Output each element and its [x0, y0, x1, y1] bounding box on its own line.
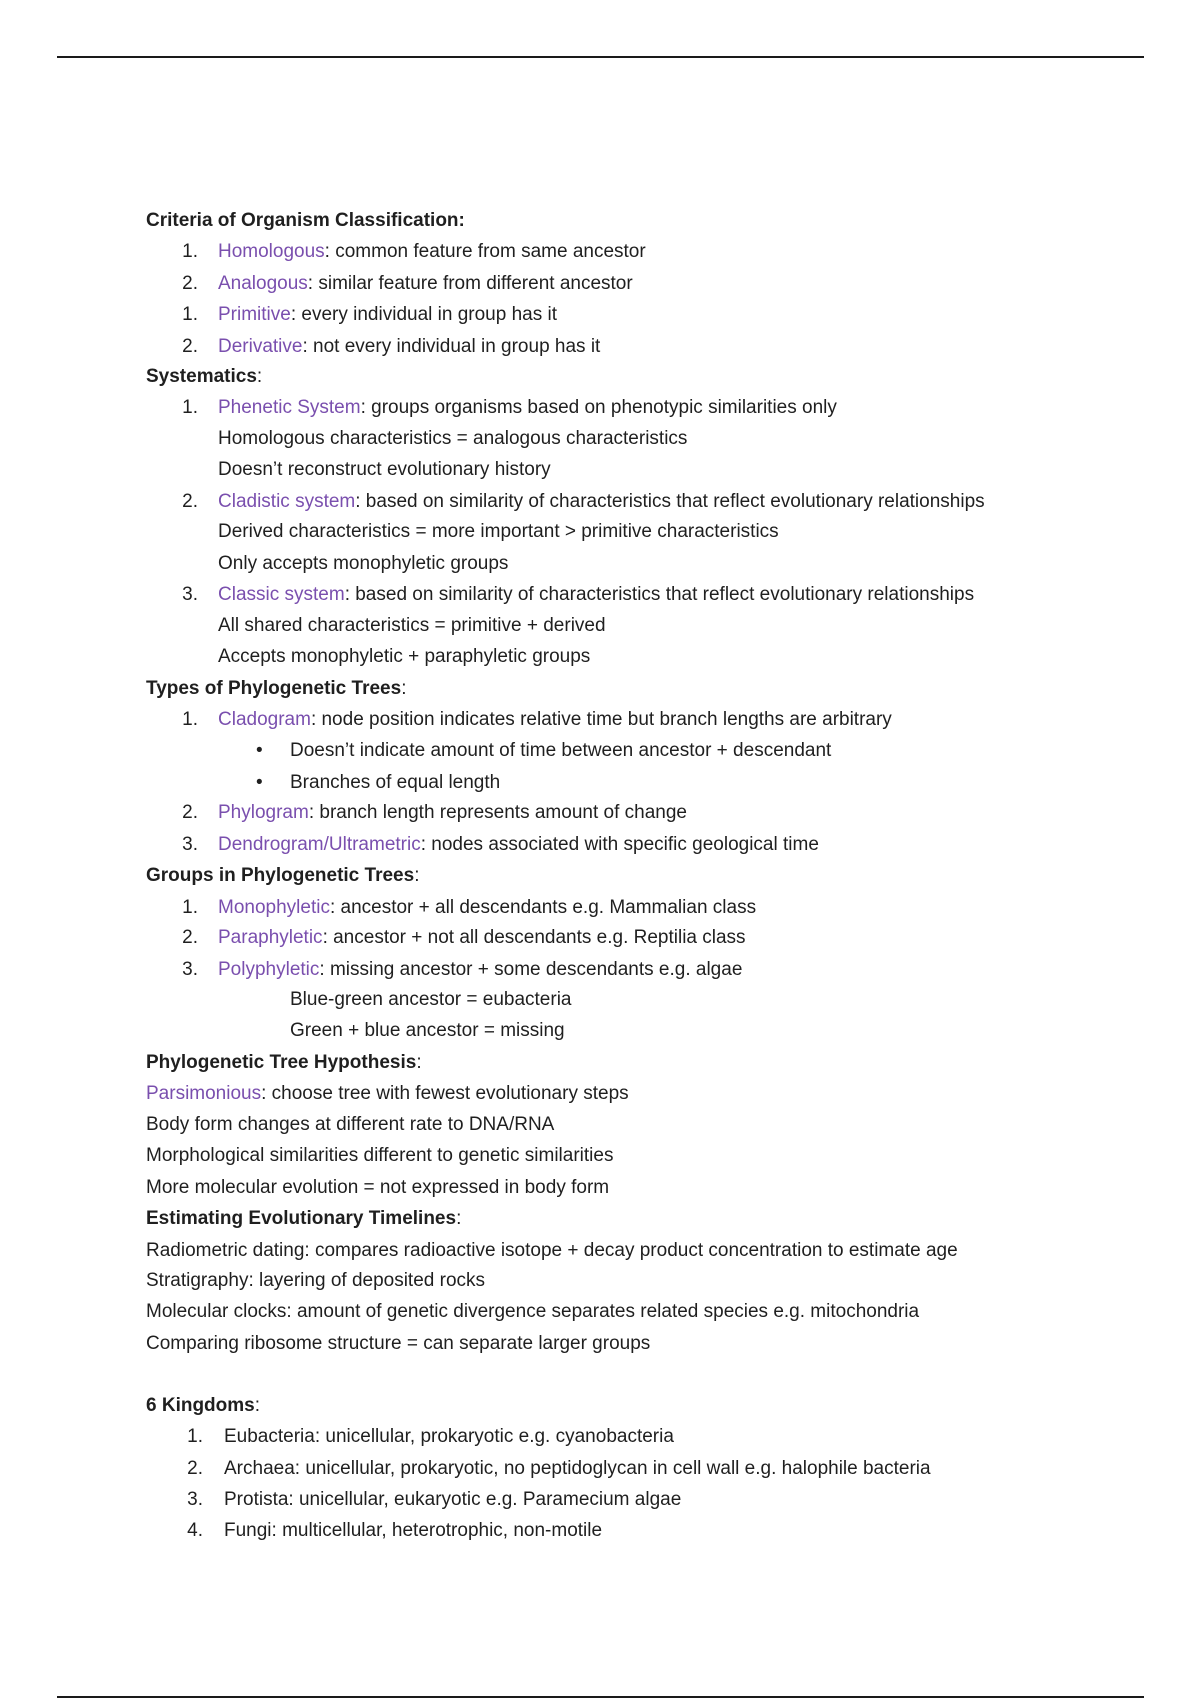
term: Phenetic System [218, 397, 361, 418]
list-item [218, 897, 756, 919]
definition: : missing ancestor + some descendants e.g. algae [319, 959, 743, 980]
timelines-heading: Estimating Evolutionary Timelines: [146, 1208, 462, 1229]
definition: : common feature from same ancestor [324, 241, 646, 262]
term: Derivative [218, 336, 303, 357]
list-item [218, 959, 742, 981]
list-item [218, 927, 746, 949]
list-item [218, 336, 600, 358]
definition: : based on similarity of characteristics that reflect evolutionary relationships [355, 491, 985, 512]
systematics-heading: Systematics: [146, 366, 263, 387]
term: Analogous [218, 273, 308, 294]
term: Monophyletic [218, 897, 330, 918]
text-line: Radiometric dating: compares radioactive isotope + decay product concentration to estimate age [146, 1240, 958, 1261]
term: Homologous [218, 241, 325, 262]
list-number: 2. [182, 927, 198, 948]
hypothesis-heading: Phylogenetic Tree Hypothesis: [146, 1052, 422, 1073]
list-number: 1. [182, 397, 198, 418]
groups-heading: Groups in Phylogenetic Trees: [146, 865, 420, 886]
list-number: 1. [182, 709, 198, 730]
list-item [218, 834, 819, 856]
list-number: 2. [182, 336, 198, 357]
text-line: Body form changes at different rate to DNA/RNA [146, 1114, 555, 1135]
list-number: 3. [182, 959, 198, 980]
list-item: Archaea: unicellular, prokaryotic, no peptidoglycan in cell wall e.g. halophile bacteria [224, 1458, 931, 1479]
text-line: Morphological similarities different to genetic similarities [146, 1145, 614, 1166]
note-line: Blue-green ancestor = eubacteria [290, 989, 572, 1010]
term: Primitive [218, 304, 291, 325]
hypothesis-line [146, 1083, 629, 1105]
text-line: Stratigraphy: layering of deposited rocks [146, 1270, 486, 1291]
criteria-heading: Criteria of Organism Classification: [146, 210, 465, 231]
bullet: • [256, 772, 263, 793]
list-number: 2. [182, 273, 198, 294]
definition: : every individual in group has it [290, 304, 557, 325]
note-line: Only accepts monophyletic groups [218, 553, 509, 574]
list-item [218, 273, 633, 295]
term: Paraphyletic [218, 927, 323, 948]
definition: : based on similarity of characteristics that reflect evolutionary relationships [344, 584, 975, 605]
term: Classic system [218, 584, 345, 605]
definition: : choose tree with fewest evolutionary steps [261, 1083, 629, 1104]
text-line: Comparing ribosome structure = can separate larger groups [146, 1333, 651, 1354]
note-line: Derived characteristics = more important > primitive characteristics [218, 521, 779, 542]
list-number: 1. [187, 1426, 203, 1447]
list-number: 1. [182, 304, 198, 325]
note-line: Green + blue ancestor = missing [290, 1020, 565, 1041]
list-number: 1. [182, 897, 198, 918]
note-line: Accepts monophyletic + paraphyletic groups [218, 646, 591, 667]
definition: : groups organisms based on phenotypic similarities only [360, 397, 837, 418]
text-line: Molecular clocks: amount of genetic divergence separates related species e.g. mitochondria [146, 1301, 920, 1322]
trees-heading: Types of Phylogenetic Trees: [146, 678, 407, 699]
list-item [218, 491, 985, 513]
definition: : nodes associated with specific geological time [420, 834, 819, 855]
list-number: 4. [187, 1520, 203, 1541]
bullet-item: Doesn’t indicate amount of time between ancestor + descendant [290, 740, 832, 761]
definition: : node position indicates relative time but branch lengths are arbitrary [310, 709, 892, 730]
list-item [218, 709, 892, 731]
list-number: 2. [182, 802, 198, 823]
term: Parsimonious [146, 1083, 262, 1104]
note-line: Doesn’t reconstruct evolutionary history [218, 459, 551, 480]
definition: : ancestor + not all descendants e.g. Reptilia class [322, 927, 746, 948]
note-line: Homologous characteristics = analogous characteristics [218, 428, 688, 449]
bullet: • [256, 740, 263, 761]
list-number: 2. [187, 1458, 203, 1479]
list-number: 1. [182, 241, 198, 262]
list-number: 3. [182, 834, 198, 855]
term: Dendrogram/Ultrametric [218, 834, 421, 855]
list-item: Fungi: multicellular, heterotrophic, non-motile [224, 1520, 603, 1541]
footer-rule [57, 1696, 1144, 1698]
list-number: 3. [182, 584, 198, 605]
list-item [218, 304, 557, 326]
definition: : ancestor + all descendants e.g. Mammalian class [329, 897, 757, 918]
definition: : branch length represents amount of change [308, 802, 687, 823]
term: Cladistic system [218, 491, 356, 512]
text-line: More molecular evolution = not expressed in body form [146, 1177, 610, 1198]
term: Cladogram [218, 709, 311, 730]
definition: : similar feature from different ancestor [307, 273, 633, 294]
list-item: Eubacteria: unicellular, prokaryotic e.g. cyanobacteria [224, 1426, 674, 1447]
list-item [218, 584, 974, 606]
bullet-item: Branches of equal length [290, 772, 501, 793]
term: Polyphyletic [218, 959, 320, 980]
definition: : not every individual in group has it [302, 336, 601, 357]
list-item: Protista: unicellular, eukaryotic e.g. Paramecium algae [224, 1489, 682, 1510]
list-item [218, 241, 646, 263]
list-item [218, 397, 837, 419]
list-number: 3. [187, 1489, 203, 1510]
header-rule [57, 56, 1144, 58]
list-number: 2. [182, 491, 198, 512]
kingdoms-heading: 6 Kingdoms: [146, 1395, 261, 1416]
term: Phylogram [218, 802, 309, 823]
list-item [218, 802, 687, 824]
note-line: All shared characteristics = primitive + derived [218, 615, 606, 636]
